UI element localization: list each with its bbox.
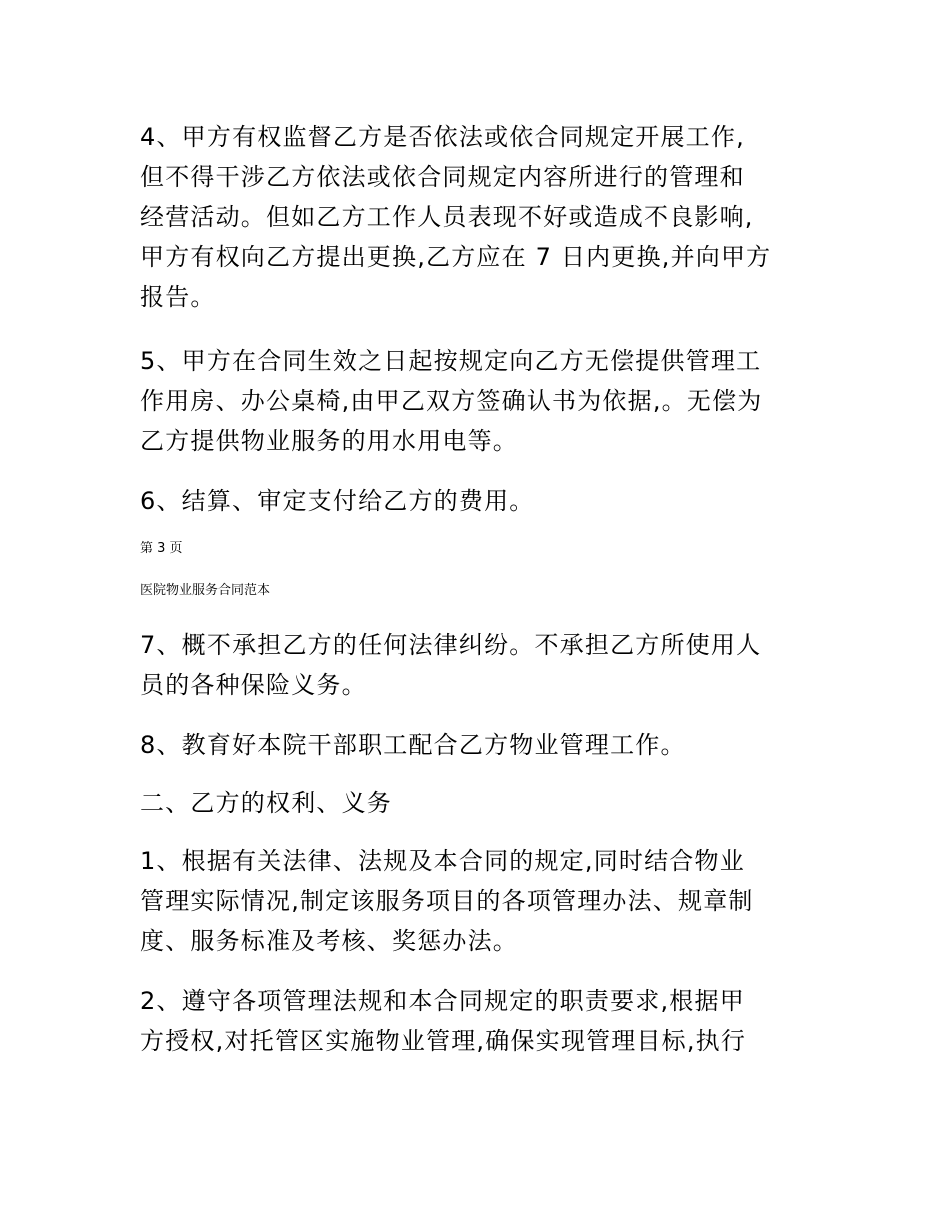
text-line: 员的各种保险义务。	[140, 671, 367, 699]
paragraph-item-7	[140, 625, 820, 705]
text-line: 度、服务标准及考核、奖惩办法。	[140, 927, 518, 955]
text-line: 1、根据有关法律、法规及本合同的规定,同时结合物业	[140, 847, 745, 875]
paragraph-item-6	[140, 481, 820, 521]
page-number: 第 3 页	[140, 541, 183, 556]
paragraph-item-8	[140, 725, 820, 765]
text-line: 经营活动。但如乙方工作人员表现不好或造成不良影响,	[140, 203, 754, 231]
paragraph-item-b2	[140, 981, 820, 1061]
text-line: 乙方提供物业服务的用水用电等。	[140, 427, 518, 455]
text-line: 作用房、办公桌椅,由甲乙双方签确认书为依据,。无偿为	[140, 387, 763, 415]
text-line: 6、结算、审定支付给乙方的费用。	[140, 487, 535, 515]
text-line: 7、概不承担乙方的任何法律纠纷。不承担乙方所使用人	[140, 631, 762, 659]
text-line: 5、甲方在合同生效之日起按规定向乙方无偿提供管理工	[140, 347, 762, 375]
text-line: 报告。	[140, 283, 216, 311]
text-line: 4、甲方有权监督乙方是否依法或依合同规定开展工作,	[140, 123, 745, 151]
text-line: 2、遵守各项管理法规和本合同规定的职责要求,根据甲	[140, 987, 745, 1015]
text-line: 8、教育好本院干部职工配合乙方物业管理工作。	[140, 731, 686, 759]
section-heading	[140, 783, 820, 823]
running-header: 医院物业服务合同范本	[140, 583, 271, 598]
paragraph-item-4	[140, 117, 820, 317]
text-line: 方授权,对托管区实施物业管理,确保实现管理目标,执行	[140, 1027, 747, 1055]
paragraph-item-b1	[140, 841, 820, 961]
text-line: 二、乙方的权利、义务	[140, 789, 392, 817]
text-line: 管理实际情况,制定该服务项目的各项管理办法、规章制	[140, 887, 754, 915]
paragraph-item-5	[140, 341, 820, 461]
text-line: 但不得干涉乙方依法或依合同规定内容所进行的管理和	[140, 163, 745, 191]
text-line: 甲方有权向乙方提出更换,乙方应在 7 日内更换,并向甲方	[140, 243, 772, 271]
